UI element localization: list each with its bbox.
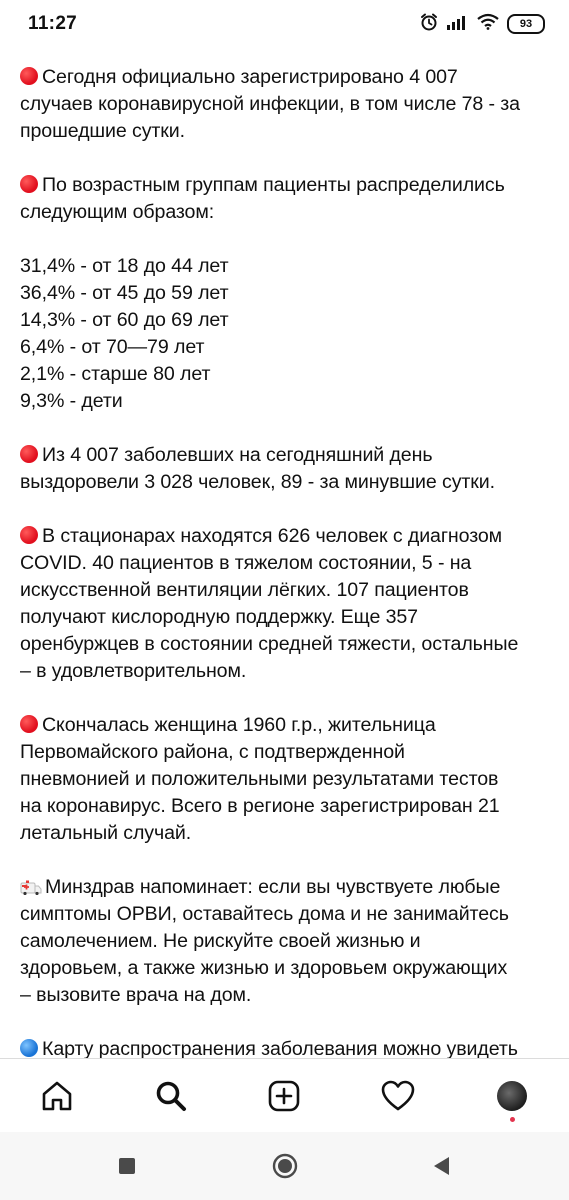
search-tab[interactable] bbox=[141, 1066, 201, 1126]
caption-line: самолечением. Не рискуйте своей жизнью и bbox=[20, 930, 421, 952]
red-circle-icon bbox=[20, 175, 38, 193]
caption-line: 9,3% - дети bbox=[20, 390, 123, 412]
battery-icon: 93 bbox=[507, 14, 545, 34]
caption-line: 31,4% - от 18 до 44 лет bbox=[20, 255, 229, 277]
post-caption bbox=[20, 64, 555, 1058]
status-time: 11:27 bbox=[28, 13, 78, 34]
globe-icon bbox=[20, 1039, 38, 1057]
caption-line: – вызовите врача на дом. bbox=[20, 984, 252, 1006]
caption-line bbox=[20, 64, 555, 91]
red-circle-icon bbox=[20, 67, 38, 85]
caption-text: В стационарах находятся 626 человек с диагнозом bbox=[42, 525, 503, 547]
caption-paragraph bbox=[20, 523, 555, 685]
caption-line bbox=[20, 712, 555, 739]
caption-text: Карту распространения заболевания можно увидеть bbox=[42, 1038, 518, 1058]
caption-line: симптомы ОРВИ, оставайтесь дома и не занимайтесь bbox=[20, 903, 509, 925]
caption-paragraph bbox=[20, 712, 555, 847]
caption-line: выздоровели 3 028 человек, 89 - за минувшие сутки. bbox=[20, 471, 495, 493]
caption-paragraph bbox=[20, 253, 555, 415]
caption-line: получают кислородную поддержку. Еще 357 bbox=[20, 606, 418, 628]
caption-line: оренбуржцев в состоянии средней тяжести, остальные bbox=[20, 633, 519, 655]
notification-dot bbox=[510, 1117, 515, 1122]
caption-text: По возрастным группам пациенты распределились bbox=[42, 174, 505, 196]
home-circle-icon bbox=[272, 1153, 298, 1179]
profile-tab[interactable] bbox=[482, 1066, 542, 1126]
bottom-tab-bar bbox=[0, 1058, 569, 1133]
caption-paragraph bbox=[20, 1036, 555, 1058]
red-circle-icon bbox=[20, 715, 38, 733]
back-button[interactable] bbox=[412, 1136, 472, 1196]
caption-line: 2,1% - старше 80 лет bbox=[20, 363, 211, 385]
caption-line: 6,4% - от 70—79 лет bbox=[20, 336, 205, 358]
alarm-icon bbox=[419, 12, 439, 37]
caption-line: 14,3% - от 60 до 69 лет bbox=[20, 309, 229, 331]
caption-line: летальный случай. bbox=[20, 822, 192, 844]
caption-text: Скончалась женщина 1960 г.р., жительница bbox=[42, 714, 436, 736]
activity-tab[interactable] bbox=[368, 1066, 428, 1126]
caption-paragraph bbox=[20, 442, 555, 496]
caption-line: – в удовлетворительном. bbox=[20, 660, 247, 682]
caption-text: Из 4 007 заболевших на сегодняшний день bbox=[42, 444, 433, 466]
caption-line: 36,4% - от 45 до 59 лет bbox=[20, 282, 229, 304]
caption-line: пневмонией и положительными результатами тестов bbox=[20, 768, 499, 790]
activity-heart-icon bbox=[380, 1079, 416, 1113]
home-button[interactable] bbox=[255, 1136, 315, 1196]
system-nav-bar bbox=[0, 1132, 569, 1200]
back-triangle-icon bbox=[433, 1156, 451, 1176]
new-post-icon bbox=[267, 1079, 301, 1113]
caption-line bbox=[20, 172, 555, 199]
caption-line bbox=[20, 523, 555, 550]
new-post-tab[interactable] bbox=[254, 1066, 314, 1126]
caption-line: искусственной вентиляции лёгких. 107 пациентов bbox=[20, 579, 469, 601]
home-icon bbox=[40, 1079, 74, 1113]
caption-line: на коронавирус. Всего в регионе зарегистрирован 21 bbox=[20, 795, 500, 817]
caption-line bbox=[20, 1036, 555, 1058]
caption-paragraph bbox=[20, 64, 555, 145]
caption-line: случаев коронавирусной инфекции, в том числе 78 - за bbox=[20, 93, 520, 115]
wifi-icon bbox=[477, 13, 499, 35]
caption-line: COVID. 40 пациентов в тяжелом состоянии, 5 - на bbox=[20, 552, 472, 574]
search-icon bbox=[154, 1079, 188, 1113]
caption-line: следующим образом: bbox=[20, 201, 215, 223]
caption-line: прошедшие сутки. bbox=[20, 120, 185, 142]
caption-line: здоровьем, а также жизнью и здоровьем окружающих bbox=[20, 957, 508, 979]
status-icons bbox=[419, 12, 545, 37]
home-tab[interactable] bbox=[27, 1066, 87, 1126]
caption-paragraph bbox=[20, 172, 555, 226]
red-circle-icon bbox=[20, 526, 38, 544]
signal-icon bbox=[447, 14, 469, 35]
profile-avatar bbox=[497, 1081, 527, 1111]
caption-line: Первомайского района, с подтвержденной bbox=[20, 741, 405, 763]
caption-text: Минздрав напоминает: если вы чувствуете любые bbox=[45, 876, 501, 898]
caption-text: Сегодня официально зарегистрировано 4 007 bbox=[42, 66, 458, 88]
status-bar bbox=[0, 0, 569, 48]
caption-line bbox=[20, 874, 555, 901]
caption-line bbox=[20, 442, 555, 469]
ambulance-icon bbox=[20, 876, 42, 892]
caption-paragraph bbox=[20, 874, 555, 1009]
recents-square-icon bbox=[118, 1157, 136, 1175]
red-circle-icon bbox=[20, 445, 38, 463]
recents-button[interactable] bbox=[97, 1136, 157, 1196]
